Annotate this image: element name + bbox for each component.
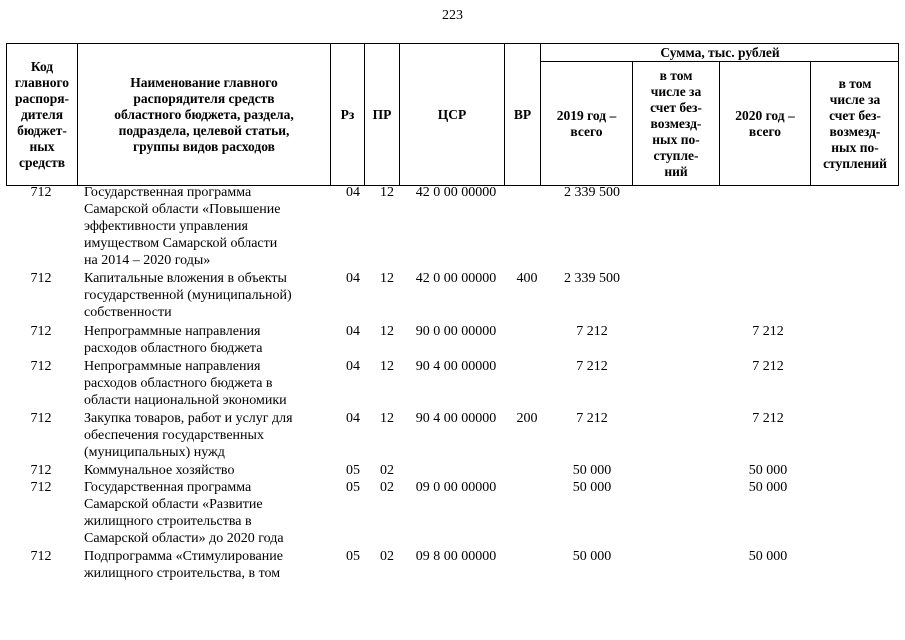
header-name: Наименование главного распорядителя средств областного бюджета, раздела, подраздела, целевой статьи, группы видов расходов	[114, 74, 294, 154]
cell-sum-2020: 50 000	[748, 480, 788, 495]
cell-rz: 04	[346, 324, 360, 339]
cell-csr: 90 4 00 00000	[415, 411, 497, 426]
cell-sum-2019: 7 212	[576, 411, 608, 426]
cell-pr: 02	[380, 463, 394, 478]
cell-code: 712	[30, 480, 52, 495]
cell-pr: 02	[380, 480, 394, 495]
cell-pr: 02	[380, 549, 394, 564]
cell-name: Государственная программа Самарской области «Развитие жилищного строительства в Самарской области» до 2020 года	[84, 480, 284, 546]
cell-rz: 04	[346, 359, 360, 374]
header-2019-free: в том числе за счет без- возмезд- ных по- ступле- ний	[650, 67, 702, 179]
table-header	[6, 43, 899, 186]
cell-code: 712	[30, 463, 52, 478]
cell-sum-2020: 7 212	[752, 411, 784, 426]
cell-csr: 09 0 00 00000	[415, 480, 497, 495]
cell-pr: 12	[380, 411, 394, 426]
cell-sum-2020: 50 000	[748, 463, 788, 478]
cell-csr: 42 0 00 00000	[415, 185, 497, 200]
header-csr: ЦСР	[437, 106, 467, 122]
cell-sum-2020: 7 212	[752, 359, 784, 374]
header-pr: ПР	[372, 106, 392, 122]
cell-csr: 42 0 00 00000	[415, 271, 497, 286]
cell-sum-2019: 2 339 500	[564, 271, 620, 286]
cell-sum-2019: 7 212	[576, 359, 608, 374]
header-2020: 2020 год – всего	[735, 107, 795, 139]
cell-sum-2019: 50 000	[572, 463, 612, 478]
cell-pr: 12	[380, 271, 394, 286]
header-code: Код главного распоря- дителя бюджет- ных средств	[14, 58, 70, 170]
cell-vr: 200	[516, 411, 538, 426]
cell-rz: 05	[346, 549, 360, 564]
cell-vr: 400	[516, 271, 538, 286]
header-sum: Сумма, тыс. рублей	[660, 44, 780, 60]
cell-csr: 90 4 00 00000	[415, 359, 497, 374]
cell-name: Непрограммные направления расходов областного бюджета	[84, 324, 263, 356]
cell-code: 712	[30, 185, 52, 200]
cell-csr: 90 0 00 00000	[415, 324, 497, 339]
cell-sum-2020: 7 212	[752, 324, 784, 339]
cell-sum-2019: 50 000	[572, 549, 612, 564]
cell-rz: 05	[346, 463, 360, 478]
cell-pr: 12	[380, 359, 394, 374]
cell-rz: 04	[346, 185, 360, 200]
cell-pr: 12	[380, 324, 394, 339]
cell-sum-2019: 50 000	[572, 480, 612, 495]
cell-rz: 04	[346, 271, 360, 286]
cell-name: Закупка товаров, работ и услуг для обеспечения государственных (муниципальных) нужд	[84, 411, 293, 460]
cell-code: 712	[30, 411, 52, 426]
cell-csr: 09 8 00 00000	[415, 549, 497, 564]
cell-code: 712	[30, 359, 52, 374]
cell-sum-2019: 2 339 500	[564, 185, 620, 200]
page-number: 223	[442, 8, 463, 23]
header-2020-free: в том числе за счет без- возмезд- ных по- ступлений	[823, 75, 887, 171]
cell-sum-2019: 7 212	[576, 324, 608, 339]
header-vr: ВР	[513, 106, 532, 122]
cell-code: 712	[30, 549, 52, 564]
cell-rz: 04	[346, 411, 360, 426]
cell-sum-2020: 50 000	[748, 549, 788, 564]
cell-name: Непрограммные направления расходов областного бюджета в области национальной экономики	[84, 359, 287, 408]
header-2019: 2019 год – всего	[556, 107, 617, 139]
cell-name: Коммунальное хозяйство	[84, 463, 235, 478]
cell-name: Государственная программа Самарской области «Повышение эффективности управления имуществом Самарской области на 2014 – 2020 годы»	[84, 185, 281, 268]
header-rz: Рз	[340, 106, 355, 122]
cell-rz: 05	[346, 480, 360, 495]
cell-name: Капитальные вложения в объекты государственной (муниципальной) собственности	[84, 271, 292, 320]
cell-code: 712	[30, 324, 52, 339]
cell-name: Подпрограмма «Стимулирование жилищного строительства, в том	[84, 549, 283, 581]
cell-pr: 12	[380, 185, 394, 200]
cell-code: 712	[30, 271, 52, 286]
